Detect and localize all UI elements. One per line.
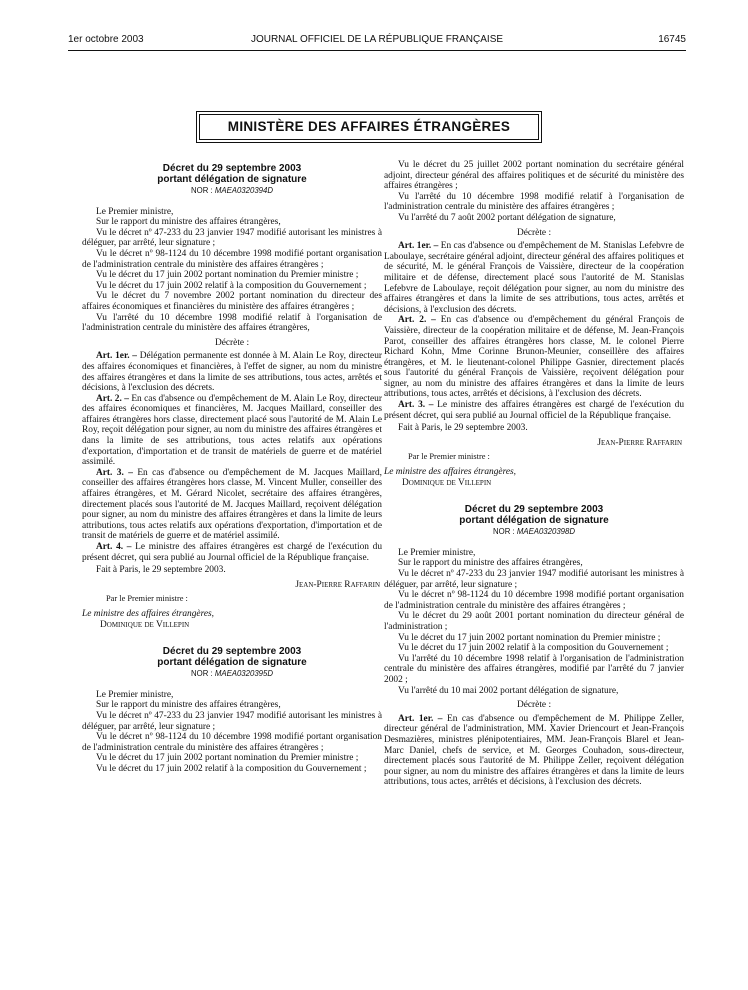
article-label: Art. 4. – — [96, 542, 132, 552]
visa: Vu l'arrêté du 10 mai 2002 portant délégation de signature, — [398, 685, 619, 696]
article — [82, 468, 382, 542]
article — [82, 394, 382, 468]
visa: Vu le décret nº 47-233 du 23 janvier 1947 modifié autorisant les ministres à déléguer, par arrêté, leur signature ; — [384, 569, 684, 590]
visa: Vu l'arrêté du 10 décembre 1998 modifié relatif à l'organisation de l'administration centrale du ministère des affaires étrangères, — [82, 312, 382, 334]
decree1-minister-name: Dominique de Villepin — [100, 619, 190, 630]
visa: Vu le décret du 17 juin 2002 portant nomination du Premier ministre ; — [96, 753, 359, 764]
decree2-nor — [82, 669, 382, 680]
article-label: Art. 2. – — [398, 315, 436, 326]
decree2-subtitle: portant délégation de signature — [157, 657, 307, 669]
article-label: Art. 3. – — [398, 400, 434, 411]
decree1-signatory: Jean-Pierre Raffarin — [295, 579, 380, 590]
decree1-decrete: Décrète : — [214, 337, 250, 348]
article-text: En cas d'absence ou d'empêchement de M. Alain Le Roy, directeur des affaires économiques et financières, M. Jacques Maillard, conseiller des affaires étrangères hors classe, directement placé sous l'autorité de M. Alain Le Roy, reçoit délégation pour signer, au nom du ministre des affaires étrangères et dans la limite de ses attributions, tous actes relatifs aux opérations d'exportation, d'importation et de transit de matériels de guerre et de matériel assimilé. — [82, 393, 382, 468]
article-text: Le ministre des affaires étrangères est chargé de l'exécution du présent décret, qui sera publié au Journal officiel de la République française. — [82, 542, 383, 563]
decree2-minister-name: Dominique de Villepin — [402, 477, 492, 488]
nor-code: MAEA0320394D — [214, 186, 273, 195]
visa: Vu le décret nº 98-1124 du 10 décembre 1998 modifié portant organisation de l'administration centrale du ministère des affaires étrangères ; — [82, 248, 382, 270]
article-label: Art. 3. – — [96, 467, 133, 478]
visa: Vu le décret du 17 juin 2002 relatif à la composition du Gouvernement ; — [398, 643, 669, 654]
header-journal-title: JOURNAL OFFICIEL DE LA RÉPUBLIQUE FRANÇAISE — [250, 34, 504, 45]
visa: Le Premier ministre, — [398, 547, 476, 558]
decree1-title: Décret du 29 septembre 2003 — [162, 163, 302, 174]
visa: Sur le rapport du ministre des affaires étrangères, — [96, 700, 281, 711]
visa: Vu le décret nº 47-233 du 23 janvier 1947 modifié autorisant les ministres à déléguer, par arrêté, leur signature ; — [82, 227, 382, 249]
decree3-decrete: Décrète : — [516, 700, 552, 711]
visa: Vu le décret du 17 juin 2002 portant nomination du Premier ministre ; — [398, 632, 661, 643]
article-label: Art. 1er. – — [398, 713, 443, 724]
article — [384, 315, 684, 400]
visa: Vu le décret du 7 novembre 2002 portant nomination du directeur des affaires économiques et financières du ministère des affaires étrangères ; — [82, 291, 382, 312]
article-text: Délégation permanente est donnée à M. Alain Le Roy, directeur des affaires économiques et financières, à l'effet de signer, au nom du ministre des affaires étrangères et dans la limite de ses attributions, tous actes, arrêtés et décisions, à l'exclusion des décrets. — [82, 351, 383, 394]
decree2-place-date: Fait à Paris, le 29 septembre 2003. — [398, 423, 528, 434]
decree2-minister-title: Le ministre des affaires étrangères, — [384, 467, 517, 478]
decree1-minister-title: Le ministre des affaires étrangères, — [82, 608, 215, 619]
article-text: En cas d'absence ou d'empêchement de M. Stanislas Lefebvre de Laboulaye, secrétaire général adjoint, directeur général des affaires politiques et de sécurité, M. le général François de Vaissière, directeur de la coopération militaire et de défense, directement placé sous l'autorité de M. Stanislas Lefebvre de Laboulaye, reçoit délégation pour signer, au nom du ministre des affaires étrangères et dans la limite de ses attributions, tous actes, arrêtés et décisions, à l'exclusion des décrets. — [384, 241, 685, 315]
visa: Vu le décret nº 47-233 du 23 janvier 1947 modifié autorisant les ministres à déléguer, par arrêté, leur signature ; — [82, 710, 382, 732]
nor-code: MAEA0320398D — [516, 527, 575, 537]
article — [384, 241, 684, 315]
article — [82, 542, 382, 563]
article — [384, 400, 684, 421]
visa: Vu l'arrêté du 10 décembre 1998 relatif à l'organisation de l'administration centrale du ministère des affaires étrangères, modifié par l'arrêté du 7 janvier 2002 ; — [384, 653, 684, 685]
left-column — [82, 160, 382, 775]
article — [82, 351, 382, 393]
article-label: Art. 2. – — [96, 393, 129, 404]
decree1-countersign-intro: Par le Premier ministre : — [106, 594, 188, 604]
nor-label: NOR : — [191, 669, 213, 679]
article-label: Art. 1er. – — [96, 351, 137, 362]
decree3-title: Décret du 29 septembre 2003 — [464, 504, 604, 516]
decree3-nor — [384, 527, 684, 538]
article-text: Le ministre des affaires étrangères est chargé de l'exécution du présent décret, qui sera publié au Journal officiel de la République française. — [384, 400, 685, 421]
decree1-nor — [82, 186, 382, 197]
visa: Sur le rapport du ministre des affaires étrangères, — [398, 558, 583, 569]
nor-code: MAEA0320395D — [214, 669, 273, 679]
visa: Le Premier ministre, — [96, 689, 174, 700]
nor-label: NOR : — [493, 527, 515, 537]
nor-label: NOR : — [191, 186, 213, 195]
article-text: En cas d'absence ou d'empêchement de M. Philippe Zeller, directeur général de l'administration, MM. Xavier Driencourt et Jean-François Desmazières, ministres plénipotentiaires, MM. Jean-François Blarel et Jean-Marc Daniel, chefs de service, et M. Georges Couhadon, sous-directeur, directement placés sous l'autorité de M. Philippe Zeller, reçoivent délégation pour signer, au nom du ministre des affaires étrangères et dans la limite de leurs attributions, tous actes, arrêtés et décisions, à l'exclusion des décrets. — [384, 713, 685, 788]
decree3-subtitle: portant délégation de signature — [459, 515, 609, 527]
visa: Vu l'arrêté du 7 août 2002 portant délégation de signature, — [398, 212, 616, 223]
visa: Le Premier ministre, — [96, 206, 174, 217]
visa: Vu le décret du 25 juillet 2002 portant nomination du secrétaire général adjoint, directeur général des affaires politiques et de sécurité du ministère des affaires étrangères ; — [384, 160, 684, 192]
header-page-number: 16745 — [658, 34, 686, 45]
right-column — [384, 160, 684, 788]
decree2-signatory: Jean-Pierre Raffarin — [597, 437, 682, 448]
visa: Vu l'arrêté du 10 décembre 1998 modifié relatif à l'organisation de l'administration centrale du ministère des affaires étrangères ; — [384, 191, 684, 213]
article-label: Art. 1er. – — [398, 241, 439, 252]
header-date: 1er octobre 2003 — [68, 34, 144, 45]
visa: Vu le décret nº 98-1124 du 10 décembre 1998 modifié portant organisation de l'administration centrale du ministère des affaires étrangères ; — [384, 590, 684, 611]
decree2-countersign-intro: Par le Premier ministre : — [408, 452, 490, 462]
visa: Vu le décret du 17 juin 2002 portant nomination du Premier ministre ; — [96, 270, 359, 281]
decree2-decrete: Décrète : — [516, 227, 552, 238]
article-text: En cas d'absence ou d'empêchement du général François de Vaissière, directeur de la coopération militaire et de défense, M. Jean-François Parot, conseiller des affaires étrangères hors classe, M. le colonel Pierre Richard Kohn, Mme Corinne Brunon-Meunier, conseillère des affaires étrangères, et M. le lieutenant-colonel Philippe Gasnier, directement placés sous l'autorité du général François de Vaissière, reçoivent délégation pour signer, au nom du ministre des affaires étrangères et dans la limite de leurs attributions, tous actes, arrêtés et décisions, à l'exclusion des décrets. — [384, 315, 684, 400]
decree2-title: Décret du 29 septembre 2003 — [162, 646, 302, 658]
visa: Vu le décret du 17 juin 2002 relatif à la composition du Gouvernement ; — [96, 763, 367, 774]
visa: Vu le décret du 29 août 2001 portant nomination du directeur général de l'administration ; — [384, 611, 684, 632]
header-rule — [68, 50, 686, 51]
article — [384, 714, 684, 788]
visa: Vu le décret du 17 juin 2002 relatif à la composition du Gouvernement ; — [96, 280, 367, 291]
decree1-subtitle: portant délégation de signature — [157, 174, 307, 185]
article-text: En cas d'absence ou d'empêchement de M. Jacques Maillard, conseiller des affaires étrangères hors classe, M. Vincent Muller, conseiller des affaires étrangères, et M. Gérard Nicolet, secrétaire des affaires étrangères, directement placés sous l'autorité de M. Jacques Maillard, reçoivent délégation pour signer, au nom du ministre des affaires étrangères et dans la limite de leurs attributions, tous actes relatifs aux opérations d'exportation, d'importation et de transit de matériels de guerre et de matériel assimilé. — [82, 467, 383, 542]
running-header — [68, 34, 686, 50]
ministry-banner: MINISTÈRE DES AFFAIRES ÉTRANGÈRES — [199, 114, 539, 140]
decree1-place-date: Fait à Paris, le 29 septembre 2003. — [96, 565, 226, 576]
visa: Vu le décret nº 98-1124 du 10 décembre 1998 modifié portant organisation de l'administration centrale du ministère des affaires étrangères ; — [82, 732, 382, 753]
visa: Sur le rapport du ministre des affaires étrangères, — [96, 217, 281, 228]
